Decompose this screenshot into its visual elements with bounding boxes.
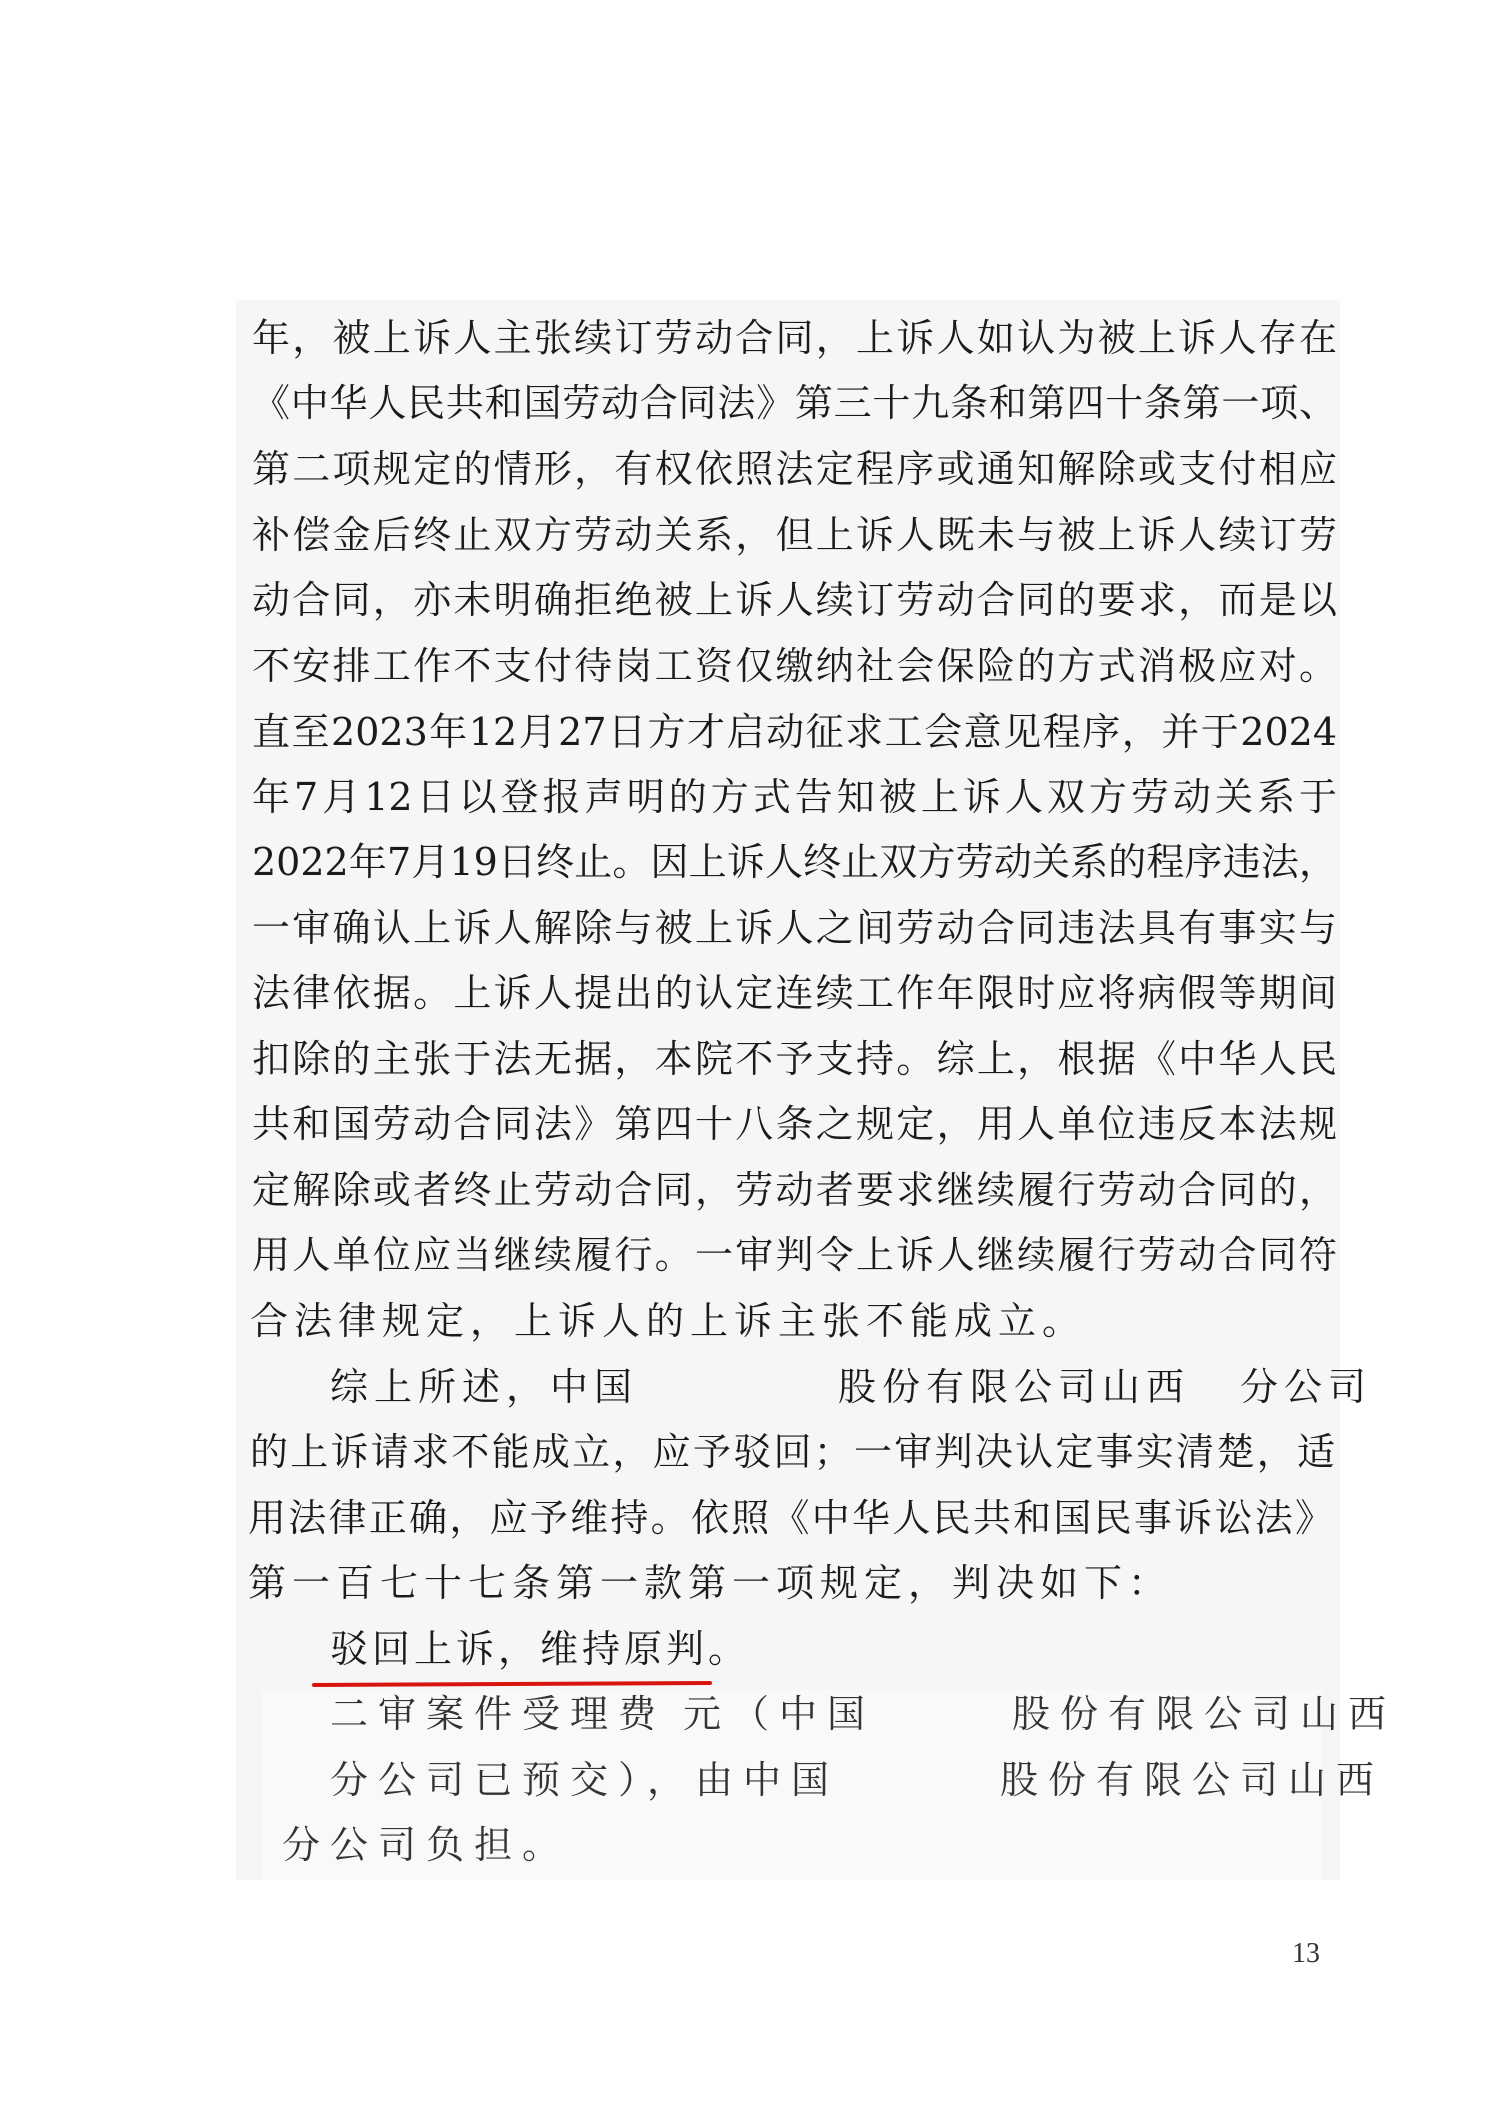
fees-line2-part2: 股份有限公司山西 <box>1000 1758 1385 1802</box>
body-line: 定解除或者终止劳动合同，劳动者要求继续履行劳动合同的， <box>252 1168 1337 1212</box>
fees-line1-part3: 股份有限公司山西 <box>1012 1692 1397 1736</box>
body-line: 扣除的主张于法无据，本院不予支持。综上，根据《中华人民 <box>252 1037 1337 1081</box>
body-line: 用人单位应当继续履行。一审判令上诉人继续履行劳动合同符 <box>252 1233 1337 1277</box>
body-line: 第二项规定的情形，有权依照法定程序或通知解除或支付相应 <box>252 447 1337 491</box>
body-line: 法律依据。上诉人提出的认定连续工作年限时应将病假等期间 <box>252 971 1337 1015</box>
conclusion-line2: 的上诉请求不能成立，应予驳回；一审判决认定事实清楚，适 <box>250 1430 1335 1474</box>
body-line: 一审确认上诉人解除与被上诉人之间劳动合同违法具有事实与 <box>252 906 1337 950</box>
fees-line1-part2: 元（中国 <box>683 1692 876 1736</box>
body-line: 年7月12日以登报声明的方式告知被上诉人双方劳动关系于 <box>252 775 1337 819</box>
body-line: 《中华人民共和国劳动合同法》第三十九条和第四十条第一项、 <box>252 381 1337 425</box>
page-number: 13 <box>1292 1938 1320 1969</box>
fees-line2-part1: 分公司已预交），由中国 <box>330 1758 840 1802</box>
conclusion-line1-part1: 综上所述，中国 <box>330 1365 639 1409</box>
body-line: 直至2023年12月27日方才启动征求工会意见程序，并于2024 <box>252 710 1337 754</box>
body-line: 动合同，亦未明确拒绝被上诉人续订劳动合同的要求，而是以 <box>252 578 1337 622</box>
fees-line1-part1: 二审案件受理费 <box>330 1692 667 1736</box>
conclusion-line4: 第一百七十七条第一款第一项规定，判决如下： <box>248 1561 1173 1605</box>
conclusion-line1-part2: 股份有限公司山西 <box>838 1365 1191 1409</box>
body-line: 年，被上诉人主张续订劳动合同，上诉人如认为被上诉人存在 <box>252 316 1337 360</box>
body-line: 不安排工作不支付待岗工资仅缴纳社会保险的方式消极应对。 <box>252 644 1337 688</box>
judgment-text: 驳回上诉，维持原判。 <box>330 1627 751 1671</box>
conclusion-line3: 用法律正确，应予维持。依照《中华人民共和国民事诉讼法》 <box>248 1496 1333 1540</box>
body-line: 合法律规定，上诉人的上诉主张不能成立。 <box>250 1299 1087 1343</box>
body-line: 2022年7月19日终止。因上诉人终止双方劳动关系的程序违法， <box>252 840 1337 884</box>
conclusion-line1-part3: 分公司 <box>1240 1365 1373 1409</box>
body-line: 共和国劳动合同法》第四十八条之规定，用人单位违反本法规 <box>252 1102 1337 1146</box>
body-line: 补偿金后终止双方劳动关系，但上诉人既未与被上诉人续订劳 <box>252 513 1337 557</box>
fees-line3: 分公司负担。 <box>282 1823 571 1867</box>
